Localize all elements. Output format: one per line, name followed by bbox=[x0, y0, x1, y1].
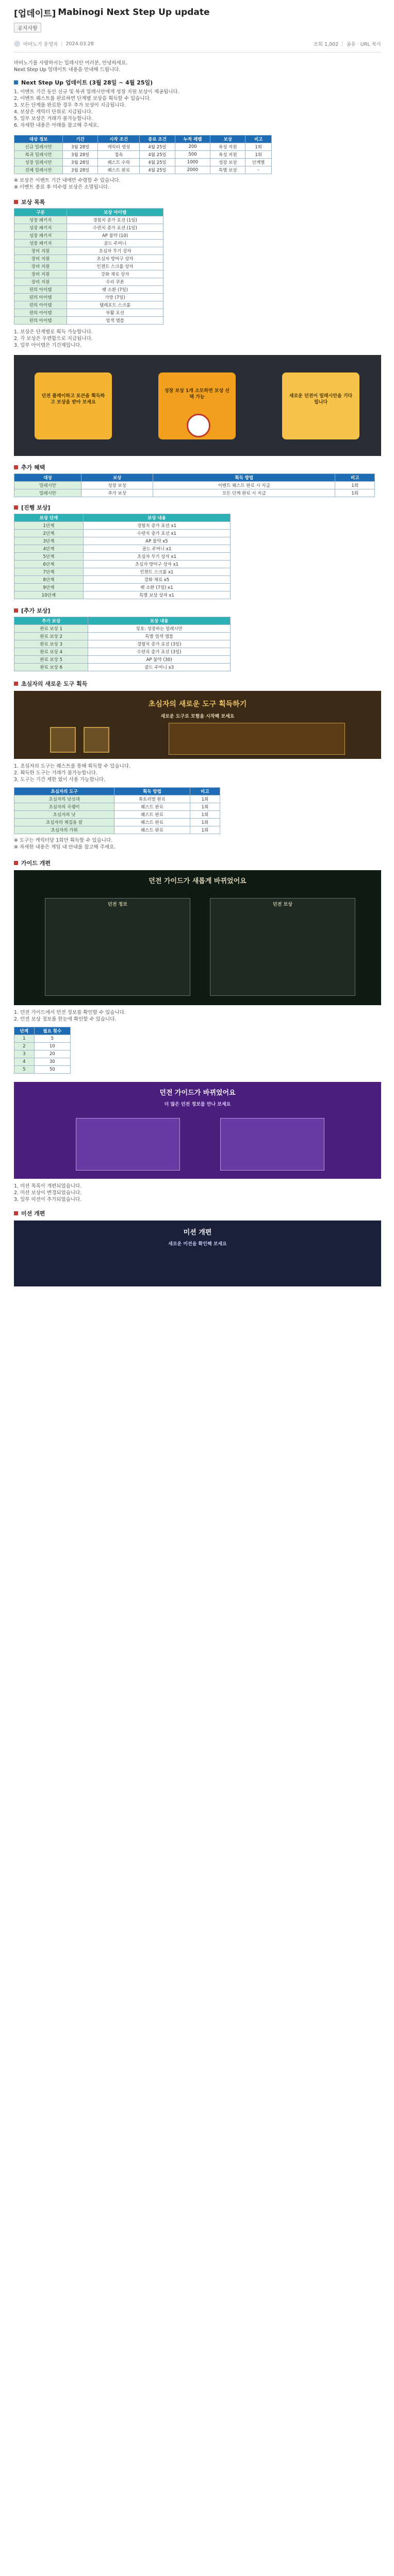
table-cell: 초심자 방어구 상자 x1 bbox=[83, 561, 230, 568]
column-header: 획득 방법 bbox=[153, 474, 335, 482]
table-cell: 특별 보상 bbox=[210, 166, 245, 174]
section-heading-3: 추가 혜택 bbox=[14, 463, 381, 471]
table-row bbox=[14, 294, 163, 301]
note-line: ※ 자세한 내용은 게임 내 안내를 참고해 주세요. bbox=[14, 844, 116, 850]
table-cell: 초심자의 채집용 칼 bbox=[14, 819, 114, 826]
notes-5 bbox=[14, 1009, 381, 1023]
section-heading-5: [추가 보상] bbox=[14, 606, 381, 615]
table-cell: 완료 보상 3 bbox=[14, 640, 88, 648]
table-cell: 5단계 bbox=[14, 553, 84, 561]
table-cell: 3월 28일 bbox=[63, 159, 98, 166]
table-row bbox=[14, 1058, 71, 1066]
table-cell: 10단계 bbox=[14, 591, 84, 599]
table-row bbox=[14, 530, 231, 537]
table-cell: 10 bbox=[34, 1043, 70, 1050]
banner-timer-icon bbox=[187, 414, 210, 437]
note-line: 2. 획득한 도구는 거래가 불가능합니다. bbox=[14, 770, 97, 776]
table-row bbox=[14, 278, 163, 286]
table-row bbox=[14, 224, 163, 232]
column-header: 구분 bbox=[14, 209, 67, 216]
table-cell: 완료 보상 4 bbox=[14, 648, 88, 656]
table-header-row bbox=[14, 617, 231, 625]
column-header: 보상 bbox=[210, 135, 245, 143]
table-row bbox=[14, 270, 163, 278]
table-cell: 성장 보상 bbox=[210, 159, 245, 166]
table-cell: 1회 bbox=[190, 803, 220, 811]
table-cell: 초심자의 가위 bbox=[14, 826, 114, 834]
table-row bbox=[14, 232, 163, 240]
bonus-table bbox=[14, 473, 375, 497]
progress-reward-table bbox=[14, 514, 231, 599]
notes-1 bbox=[14, 177, 381, 191]
table-row bbox=[14, 537, 231, 545]
table-row bbox=[14, 664, 231, 671]
table-cell: 육성 지원 bbox=[210, 151, 245, 159]
table-cell: 인챈트 스크롤 x1 bbox=[83, 568, 230, 576]
table-row bbox=[14, 640, 231, 648]
table-row bbox=[14, 240, 163, 247]
table-cell: 편의 아이템 bbox=[14, 317, 67, 325]
table-cell: 편의 아이템 bbox=[14, 301, 67, 309]
table-cell: 단계별 bbox=[245, 159, 272, 166]
table-cell: 1회 bbox=[335, 489, 375, 497]
notes-2 bbox=[14, 329, 381, 349]
column-header: 시작 조건 bbox=[98, 135, 140, 143]
guide-image-2 bbox=[220, 1118, 324, 1171]
table-cell: 4월 25일 bbox=[140, 159, 175, 166]
table-cell: 골드 주머니 x1 bbox=[83, 545, 230, 553]
table-cell: 3월 28일 bbox=[63, 151, 98, 159]
table-cell: 완료 보상 6 bbox=[14, 664, 88, 671]
table-cell: 200 bbox=[175, 143, 210, 151]
column-header: 필요 횟수 bbox=[34, 1027, 70, 1035]
table-cell: 장비 지원 bbox=[14, 263, 67, 270]
guide-panel-left: 던전 정보 bbox=[45, 898, 190, 996]
note-line: ※ 이벤트 종료 후 미수령 보상은 소멸됩니다. bbox=[14, 184, 110, 190]
table-cell: 2 bbox=[14, 1043, 35, 1050]
table-cell: 강화 재료 상자 bbox=[67, 270, 163, 278]
column-header: 추가 보상 bbox=[14, 617, 88, 625]
table-cell: 1단계 bbox=[14, 522, 84, 530]
table-cell: 1회 bbox=[190, 826, 220, 834]
table-cell: 3월 28일 bbox=[63, 143, 98, 151]
table-cell: AP 물약 (30) bbox=[88, 656, 231, 664]
table-cell: 1회 bbox=[245, 151, 272, 159]
guide-banner: 던전 가이드가 새롭게 바뀌었어요 던전 정보 던전 보상 bbox=[14, 870, 381, 1005]
notes-3 bbox=[14, 763, 381, 783]
table-cell: 골드 주머니 x3 bbox=[88, 664, 231, 671]
table-cell: 500 bbox=[175, 151, 210, 159]
table-row bbox=[14, 216, 163, 224]
event-banner-dungeon bbox=[14, 355, 381, 456]
table-cell: 9단계 bbox=[14, 584, 84, 591]
guide-image-1 bbox=[76, 1118, 180, 1171]
column-header: 누적 레벨 bbox=[175, 135, 210, 143]
table-row bbox=[14, 576, 231, 584]
table-cell: 신규 밀레시안 bbox=[14, 143, 63, 151]
table-cell: 초심자의 낚싯대 bbox=[14, 795, 114, 803]
column-header: 보상 bbox=[81, 474, 153, 482]
note-line: 2. 각 보상은 우편함으로 지급됩니다. bbox=[14, 336, 93, 342]
table-row bbox=[14, 568, 231, 576]
table-cell: AP 물약 (10) bbox=[67, 232, 163, 240]
guide-step-table bbox=[14, 1027, 71, 1074]
section-heading-2: 보상 목록 bbox=[14, 198, 381, 206]
event-list-item: 1. 이벤트 기간 동안 신규 및 복귀 밀레시안에게 성장 지원 보상이 제공됩니다. bbox=[14, 89, 179, 95]
table-row bbox=[14, 263, 163, 270]
intro-line-1: 마비노기를 사랑하시는 밀레시안 여러분, 안녕하세요. bbox=[14, 60, 128, 66]
table-cell: 성장 패키지 bbox=[14, 224, 67, 232]
table-row bbox=[14, 826, 220, 834]
note-line: 3. 도구는 기간 제한 없이 사용 가능합니다. bbox=[14, 777, 106, 783]
table-cell: 1000 bbox=[175, 159, 210, 166]
table-row bbox=[14, 286, 163, 294]
table-cell: 염색 앰플 bbox=[67, 317, 163, 325]
table-row bbox=[14, 151, 272, 159]
table-cell: 30 bbox=[34, 1058, 70, 1066]
table-cell: 5 bbox=[34, 1035, 70, 1043]
table-row bbox=[14, 795, 220, 803]
column-header: 보상 아이템 bbox=[67, 209, 163, 216]
table-row bbox=[14, 522, 231, 530]
table-row bbox=[14, 819, 220, 826]
tool-banner: 초심자의 새로운 도구 획득하기 새로운 도구로 모험을 시작해 보세요 bbox=[14, 691, 381, 759]
notes-4 bbox=[14, 837, 381, 851]
table-header-row bbox=[14, 135, 272, 143]
table-row bbox=[14, 247, 163, 255]
table-row bbox=[14, 159, 272, 166]
table-cell: 퀘스트 완료 bbox=[114, 819, 190, 826]
table-header-row bbox=[14, 1027, 71, 1035]
table-cell: 50 bbox=[34, 1066, 70, 1074]
table-row bbox=[14, 489, 375, 497]
table-cell: 완료 보상 1 bbox=[14, 625, 88, 633]
column-header: 대상 bbox=[14, 474, 81, 482]
table-cell: 편의 아이템 bbox=[14, 309, 67, 317]
table-row bbox=[14, 1043, 71, 1050]
extra-reward-table bbox=[14, 617, 231, 671]
column-header: 단계 bbox=[14, 1027, 35, 1035]
table-header-row bbox=[14, 514, 231, 522]
section-heading-6: 초심자의 새로운 도구 획득 bbox=[14, 680, 381, 688]
table-cell: 1회 bbox=[190, 795, 220, 803]
table-cell: - bbox=[245, 166, 272, 174]
table-cell: 1회 bbox=[245, 143, 272, 151]
table-cell: 3월 28일 bbox=[63, 166, 98, 174]
table-cell: 수련치 증가 포션 x1 bbox=[83, 530, 230, 537]
table-cell: 퀘스트 수락 bbox=[98, 159, 140, 166]
post-meta: 마비노기 운영자 | 2024.03.28 조회 1,002 | 공유 · URL 복사 bbox=[14, 40, 381, 48]
table-row bbox=[14, 317, 163, 325]
table-cell: 강화 재료 x5 bbox=[83, 576, 230, 584]
table-row bbox=[14, 584, 231, 591]
column-header: 종료 조건 bbox=[140, 135, 175, 143]
table-cell: 특별 염색 앰플 bbox=[88, 633, 231, 640]
table-cell: 퀘스트 완료 bbox=[98, 166, 140, 174]
table-cell: 수련치 증가 포션 (1일) bbox=[67, 224, 163, 232]
table-row bbox=[14, 482, 375, 489]
table-row bbox=[14, 166, 272, 174]
banner-card-2: 성장 보상 1개 소모하면 보상 선택 가능 bbox=[158, 372, 236, 439]
table-row bbox=[14, 309, 163, 317]
table-cell: 편의 아이템 bbox=[14, 294, 67, 301]
table-cell: 인챈트 스크롤 상자 bbox=[67, 263, 163, 270]
table-cell: 튜토리얼 완료 bbox=[114, 795, 190, 803]
note-line: 1. 보상은 단계별로 획득 가능합니다. bbox=[14, 329, 93, 335]
intro-line-2: Next Step Up 업데이트 내용을 안내해 드립니다. bbox=[14, 67, 121, 73]
table-cell: 펫 소환 (7일) x1 bbox=[83, 584, 230, 591]
table-cell: 캐릭터 생성 bbox=[98, 143, 140, 151]
table-row bbox=[14, 633, 231, 640]
column-header: 기간 bbox=[63, 135, 98, 143]
view-count: 조회 1,002 bbox=[313, 42, 339, 47]
table-cell: 초심자 방어구 상자 bbox=[67, 255, 163, 263]
table-header-row bbox=[14, 788, 220, 795]
table-header-row bbox=[14, 474, 375, 482]
category-tag[interactable]: 공지사항 bbox=[14, 23, 41, 32]
table-row bbox=[14, 301, 163, 309]
table-cell: 이벤트 퀘스트 완료 시 지급 bbox=[153, 482, 335, 489]
table-cell: 3 bbox=[14, 1050, 35, 1058]
table-cell: 장비 지원 bbox=[14, 278, 67, 286]
table-cell: 4월 25일 bbox=[140, 166, 175, 174]
table-cell: 장비 지원 bbox=[14, 270, 67, 278]
table-cell: 3단계 bbox=[14, 537, 84, 545]
table-cell: 성장 보상 bbox=[81, 482, 153, 489]
note-line: 3. 일부 아이템은 기간제입니다. bbox=[14, 343, 82, 348]
table-cell: 성장 밀레시안 bbox=[14, 159, 63, 166]
table-cell: 7단계 bbox=[14, 568, 84, 576]
column-header: 초심자의 도구 bbox=[14, 788, 114, 795]
column-header: 비고 bbox=[335, 474, 375, 482]
guide-banner-2: 던전 가이드가 바뀌었어요 더 많은 던전 정보를 만나 보세요 bbox=[14, 1082, 381, 1179]
section-heading-4: [진행 보상] bbox=[14, 503, 381, 512]
column-header: 보상 내용 bbox=[88, 617, 231, 625]
reward-list-table bbox=[14, 208, 163, 325]
table-header-row bbox=[14, 209, 163, 216]
event-list-item: 4. 보상은 캐릭터 단위로 지급됩니다. bbox=[14, 109, 93, 115]
table-cell: 골드 주머니 bbox=[67, 240, 163, 247]
table-cell: 초심자의 낫 bbox=[14, 811, 114, 819]
target-table bbox=[14, 135, 272, 174]
event-list-item: 2. 이벤트 퀘스트를 완료하면 단계별 보상을 획득할 수 있습니다. bbox=[14, 96, 151, 101]
table-cell: 4 bbox=[14, 1058, 35, 1066]
note-line: 1. 초심자의 도구는 퀘스트를 통해 획득할 수 있습니다. bbox=[14, 764, 130, 769]
table-row bbox=[14, 625, 231, 633]
note-line: 3. 일부 미션이 추가되었습니다. bbox=[14, 1197, 82, 1202]
table-cell: 수리 쿠폰 bbox=[67, 278, 163, 286]
table-cell: 1회 bbox=[335, 482, 375, 489]
table-cell: 6단계 bbox=[14, 561, 84, 568]
event-list-item: 6. 자세한 내용은 아래를 참고해 주세요. bbox=[14, 123, 99, 128]
table-row bbox=[14, 143, 272, 151]
table-row bbox=[14, 803, 220, 811]
column-header: 대상 정보 bbox=[14, 135, 63, 143]
tool-icon-1 bbox=[50, 727, 76, 753]
table-cell: 복귀 밀레시안 bbox=[14, 151, 63, 159]
tool-icon-2 bbox=[84, 727, 109, 753]
table-cell: 8단계 bbox=[14, 576, 84, 584]
table-cell: 경험치 증가 포션 (3일) bbox=[88, 640, 231, 648]
note-line: ※ 보상은 이벤트 기간 내에만 수령할 수 있습니다. bbox=[14, 178, 121, 183]
table-cell: 밀레시안 bbox=[14, 489, 81, 497]
table-row bbox=[14, 1066, 71, 1074]
notes-6 bbox=[14, 1183, 381, 1203]
table-cell: 전체 밀레시안 bbox=[14, 166, 63, 174]
section-heading-1: Next Step Up 업데이트 (3월 28일 ~ 4월 25일) bbox=[14, 78, 381, 87]
table-row bbox=[14, 255, 163, 263]
table-cell: 추가 보상 bbox=[81, 489, 153, 497]
note-line: 1. 미션 목록이 개편되었습니다. bbox=[14, 1183, 82, 1189]
table-cell: 퀘스트 완료 bbox=[114, 811, 190, 819]
table-row bbox=[14, 656, 231, 664]
post-title-text: Mabinogi Next Step Up update bbox=[58, 7, 210, 18]
post-date: 2024.03.28 bbox=[65, 41, 94, 47]
table-row bbox=[14, 561, 231, 568]
mission-banner: 미션 개편 새로운 미션을 확인해 보세요 bbox=[14, 1221, 381, 1286]
table-cell: AP 물약 x5 bbox=[83, 537, 230, 545]
share-actions[interactable]: 공유 · URL 복사 bbox=[346, 42, 381, 47]
table-cell: 4월 25일 bbox=[140, 143, 175, 151]
post-title bbox=[14, 6, 381, 19]
table-cell: 성장 패키지 bbox=[14, 232, 67, 240]
table-cell: 2000 bbox=[175, 166, 210, 174]
author-name[interactable]: 마비노기 운영자 bbox=[23, 42, 58, 47]
table-cell: 경험치 증가 포션 (1일) bbox=[67, 216, 163, 224]
table-cell: 1회 bbox=[190, 811, 220, 819]
table-cell: 4단계 bbox=[14, 545, 84, 553]
note-line: ※ 도구는 캐릭터당 1회만 획득할 수 있습니다. bbox=[14, 838, 113, 843]
table-cell: 펫 소환 (7일) bbox=[67, 286, 163, 294]
banner-card-1: 던전 플레이하고 토큰을 획득하고 보상을 받아 보세요 bbox=[35, 372, 112, 439]
post-head-label: [업데이트] bbox=[14, 8, 56, 19]
banner-card-3: 새로운 던전이 밀레시안을 기다립니다 bbox=[282, 372, 359, 439]
table-cell: 5 bbox=[14, 1066, 35, 1074]
table-cell: 퀘스트 완료 bbox=[114, 826, 190, 834]
column-header: 보상 내용 bbox=[83, 514, 230, 522]
section-heading-8: 미션 개편 bbox=[14, 1209, 381, 1217]
table-row bbox=[14, 1050, 71, 1058]
table-cell: 칭호: 성장하는 밀레시안 bbox=[88, 625, 231, 633]
table-cell: 접속 bbox=[98, 151, 140, 159]
table-cell: 1회 bbox=[190, 819, 220, 826]
column-header: 비고 bbox=[245, 135, 272, 143]
table-cell: 초심자 무기 상자 bbox=[67, 247, 163, 255]
section-heading-7: 가이드 개편 bbox=[14, 859, 381, 867]
note-line: 2. 미션 보상이 변경되었습니다. bbox=[14, 1190, 82, 1196]
event-list bbox=[14, 89, 381, 129]
note-line: 1. 던전 가이드에서 던전 정보를 확인할 수 있습니다. bbox=[14, 1010, 126, 1015]
table-cell: 20 bbox=[34, 1050, 70, 1058]
table-cell: 밀레시안 bbox=[14, 482, 81, 489]
table-cell: 4월 25일 bbox=[140, 151, 175, 159]
table-cell: 수련치 증가 포션 (3일) bbox=[88, 648, 231, 656]
column-header: 획득 방법 bbox=[114, 788, 190, 795]
table-cell: 초심자 무기 상자 x1 bbox=[83, 553, 230, 561]
event-list-item: 3. 모든 단계를 완료한 경우 추가 보상이 지급됩니다. bbox=[14, 103, 126, 108]
table-row bbox=[14, 648, 231, 656]
column-header: 비고 bbox=[190, 788, 220, 795]
table-row bbox=[14, 1035, 71, 1043]
table-cell: 부활 포션 bbox=[67, 309, 163, 317]
table-row bbox=[14, 591, 231, 599]
table-cell: 장비 지원 bbox=[14, 255, 67, 263]
tool-panel bbox=[169, 723, 345, 755]
table-cell: 성장 패키지 bbox=[14, 240, 67, 247]
table-row bbox=[14, 553, 231, 561]
event-list-item: 5. 일부 보상은 거래가 불가능합니다. bbox=[14, 116, 93, 122]
table-row bbox=[14, 811, 220, 819]
column-header: 보상 단계 bbox=[14, 514, 84, 522]
table-cell: 육성 지원 bbox=[210, 143, 245, 151]
table-cell: 성장 패키지 bbox=[14, 216, 67, 224]
table-cell: 완료 보상 5 bbox=[14, 656, 88, 664]
table-cell: 경험치 증가 포션 x1 bbox=[83, 522, 230, 530]
tool-table bbox=[14, 787, 220, 834]
table-cell: 모든 단계 완료 시 지급 bbox=[153, 489, 335, 497]
guide-panel-right: 던전 보상 bbox=[210, 898, 355, 996]
note-line: 2. 던전 보상 정보를 한눈에 확인할 수 있습니다. bbox=[14, 1016, 117, 1022]
table-cell: 장비 지원 bbox=[14, 247, 67, 255]
table-cell: 2단계 bbox=[14, 530, 84, 537]
author-avatar bbox=[14, 41, 20, 47]
table-cell: 초심자의 곡괭이 bbox=[14, 803, 114, 811]
post-container bbox=[14, 6, 381, 1286]
table-cell: 완료 보상 2 bbox=[14, 633, 88, 640]
table-cell: 가방 (7일) bbox=[67, 294, 163, 301]
table-cell: 퀘스트 완료 bbox=[114, 803, 190, 811]
table-cell: 편의 아이템 bbox=[14, 286, 67, 294]
table-row bbox=[14, 545, 231, 553]
table-cell: 1 bbox=[14, 1035, 35, 1043]
table-cell: 텔레포트 스크롤 bbox=[67, 301, 163, 309]
table-cell: 특별 보상 상자 x1 bbox=[83, 591, 230, 599]
